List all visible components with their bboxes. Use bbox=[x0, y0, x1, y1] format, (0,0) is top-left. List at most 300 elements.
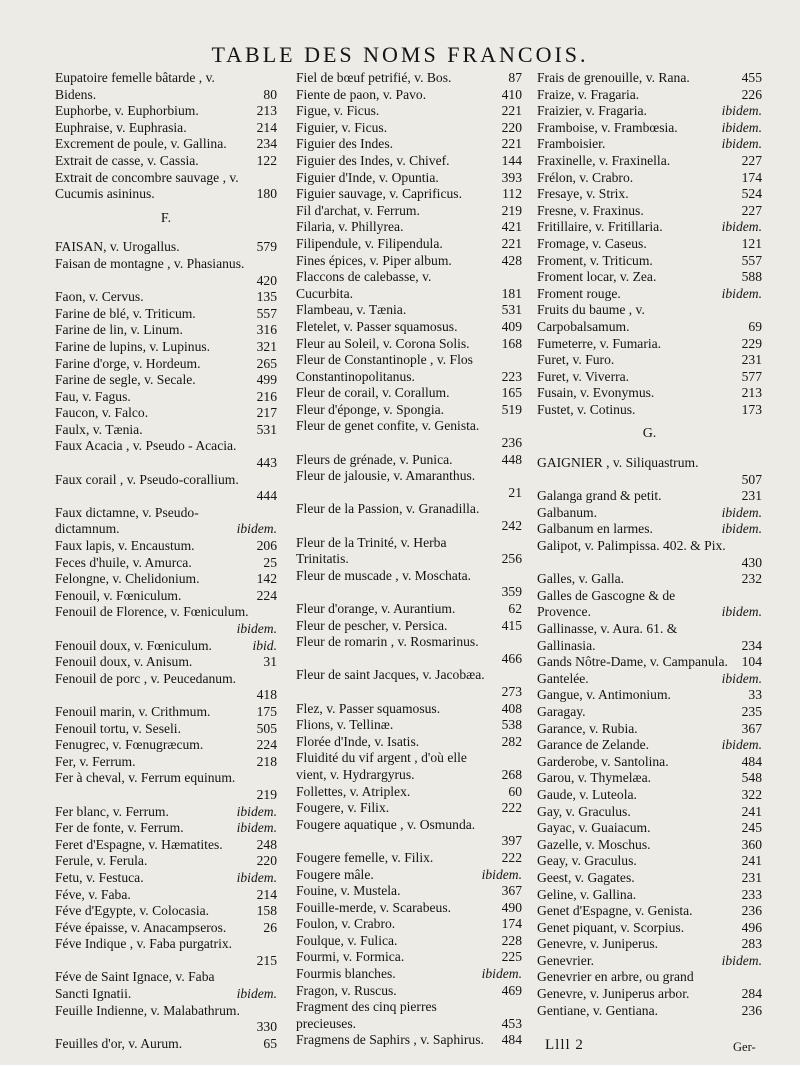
index-entry bbox=[296, 734, 522, 751]
entry-text: Fraize, v. Fragaria. bbox=[537, 86, 640, 102]
index-entry bbox=[55, 405, 277, 422]
entry-page-number: 225 bbox=[501, 949, 522, 965]
entry-text: Fourmis blanches. bbox=[296, 966, 396, 982]
index-entry bbox=[55, 136, 277, 153]
index-entry bbox=[55, 671, 277, 704]
entry-page-number: 455 bbox=[741, 70, 762, 85]
index-entry bbox=[537, 804, 762, 821]
entry-text: Fourmi, v. Formica. bbox=[296, 949, 405, 965]
entry-text: Féve Indique , v. Faba purgatrix. bbox=[55, 936, 233, 952]
entry-page-number: 507 bbox=[741, 471, 762, 487]
index-entry bbox=[296, 186, 522, 203]
entry-text: Fleurs de grénade, v. Punica. bbox=[296, 451, 453, 467]
entry-text: Fleur de Constantinople , v. Flos Constantinopolitanus. bbox=[296, 352, 473, 384]
index-entry bbox=[296, 983, 522, 1000]
index-entry bbox=[296, 302, 522, 319]
index-entry bbox=[296, 867, 522, 884]
entry-text: Geline, v. Gallina. bbox=[537, 886, 637, 902]
index-entry bbox=[296, 850, 522, 867]
entry-text: Farine d'orge, v. Hordeum. bbox=[55, 355, 201, 371]
index-entry bbox=[296, 900, 522, 917]
entry-text: Fleur de muscade , v. Moschata. bbox=[296, 567, 472, 583]
index-entry bbox=[537, 521, 762, 538]
entry-page-number: 577 bbox=[741, 368, 762, 384]
entry-text: Geay, v. Graculus. bbox=[537, 853, 637, 869]
index-entry bbox=[537, 352, 762, 369]
entry-page-number: 265 bbox=[256, 355, 277, 371]
entry-text: Fleur d'orange, v. Aurantium. bbox=[296, 601, 456, 616]
index-entry bbox=[296, 634, 522, 667]
entry-page-number: 321 bbox=[256, 338, 277, 354]
entry-page-number: 409 bbox=[501, 318, 522, 334]
index-entry bbox=[55, 239, 277, 256]
entry-text: Faux Acacia , v. Pseudo - Acacia. bbox=[55, 438, 237, 454]
index-entry bbox=[537, 505, 762, 522]
entry-text: Flaccons de calebasse, v. Cucurbita. bbox=[296, 269, 432, 301]
entry-text: Fougere aquatique , v. Osmunda. bbox=[296, 816, 476, 832]
entry-page-number: 360 bbox=[741, 836, 762, 852]
entry-page-number: 268 bbox=[501, 766, 522, 782]
entry-page-number: 359 bbox=[501, 584, 522, 600]
entry-page-number: 142 bbox=[256, 571, 277, 587]
entry-text: Frais de grenouille, v. Rana. bbox=[537, 70, 690, 85]
entry-text: Gantelée. bbox=[537, 670, 589, 686]
index-entry bbox=[296, 750, 522, 783]
index-entry bbox=[55, 704, 277, 721]
entry-text: Fleur de la Trinité, v. Herba Trinitatis. bbox=[296, 534, 447, 567]
entry-page-number: 227 bbox=[741, 152, 762, 168]
entry-text: Figue, v. Ficus. bbox=[296, 103, 380, 119]
index-entry bbox=[55, 820, 277, 837]
entry-page-number: 538 bbox=[501, 717, 522, 733]
entry-text: Fresne, v. Fraxinus. bbox=[537, 202, 644, 218]
index-entry bbox=[537, 887, 762, 904]
entry-page-number: 222 bbox=[501, 800, 522, 816]
entry-text: Galles, v. Galla. bbox=[537, 571, 625, 587]
index-entry bbox=[296, 535, 522, 568]
entry-text: Framboise, v. Frambœsia. bbox=[537, 119, 678, 135]
index-entry bbox=[55, 289, 277, 306]
entry-page-number: ibidem. bbox=[721, 285, 762, 301]
entry-page-number: 121 bbox=[741, 235, 762, 251]
entry-text: Gangue, v. Antimonium. bbox=[537, 687, 671, 703]
index-entry bbox=[537, 737, 762, 754]
index-entry bbox=[55, 372, 277, 389]
entry-page-number: ibidem. bbox=[236, 521, 277, 537]
entry-page-number: 217 bbox=[256, 405, 277, 421]
index-entry bbox=[537, 203, 762, 220]
entry-text: Fritillaire, v. Fritillaria. bbox=[537, 219, 663, 235]
entry-page-number: ibidem. bbox=[236, 803, 277, 819]
entry-page-number: 322 bbox=[741, 786, 762, 802]
entry-page-number: 531 bbox=[501, 302, 522, 318]
entry-page-number: 236 bbox=[741, 903, 762, 919]
index-entry bbox=[55, 120, 277, 137]
entry-page-number: 453 bbox=[501, 1015, 522, 1031]
entry-text: Fleur de corail, v. Corallum. bbox=[296, 385, 450, 401]
entry-page-number: 330 bbox=[256, 1019, 277, 1035]
entry-text: Fragment des cinq pierres precieuses. bbox=[296, 999, 437, 1031]
entry-text: Faux corail , v. Pseudo-corallium. bbox=[55, 471, 239, 487]
entry-page-number: 499 bbox=[256, 372, 277, 388]
entry-page-number: 112 bbox=[502, 186, 522, 202]
entry-page-number: 221 bbox=[501, 235, 522, 251]
index-entry bbox=[296, 236, 522, 253]
entry-page-number: 235 bbox=[741, 703, 762, 719]
entry-text: Furet, v. Viverra. bbox=[537, 368, 630, 384]
entry-text: Fustet, v. Cotinus. bbox=[537, 401, 636, 417]
entry-page-number: 221 bbox=[501, 136, 522, 152]
entry-page-number: 158 bbox=[256, 903, 277, 919]
entry-page-number: 228 bbox=[501, 932, 522, 948]
entry-text: Flions, v. Tellinæ. bbox=[296, 717, 394, 733]
entry-text: Fumeterre, v. Fumaria. bbox=[537, 335, 662, 351]
entry-text: Feret d'Espagne, v. Hæmatites. bbox=[55, 836, 223, 852]
entry-page-number: ibidem. bbox=[721, 737, 762, 753]
index-entry bbox=[537, 654, 762, 671]
section-letter: G. bbox=[642, 426, 657, 442]
index-entry bbox=[537, 704, 762, 721]
index-entry bbox=[55, 588, 277, 605]
entry-page-number: 219 bbox=[501, 202, 522, 218]
entry-text: Faon, v. Cervus. bbox=[55, 289, 144, 305]
index-entry bbox=[55, 538, 277, 555]
index-entry bbox=[55, 920, 277, 937]
index-entry bbox=[55, 1036, 277, 1053]
index-entry bbox=[537, 837, 762, 854]
entry-page-number: ibidem. bbox=[721, 119, 762, 135]
entry-page-number: 242 bbox=[501, 518, 522, 534]
index-entry bbox=[537, 70, 762, 87]
entry-text: Felongne, v. Chelidonium. bbox=[55, 571, 200, 587]
entry-text: Fraizier, v. Fragaria. bbox=[537, 103, 647, 119]
entry-text: Fragon, v. Ruscus. bbox=[296, 982, 397, 998]
index-entry bbox=[55, 339, 277, 356]
entry-text: Fenouil tortu, v. Seseli. bbox=[55, 720, 181, 736]
entry-text: Gazelle, v. Moschus. bbox=[537, 836, 651, 852]
entry-page-number: 227 bbox=[741, 202, 762, 218]
index-entry bbox=[296, 999, 522, 1032]
entry-text: Fenouil, v. Fœniculum. bbox=[55, 587, 182, 603]
entry-page-number: 122 bbox=[256, 152, 277, 168]
entry-text: Faulx, v. Tænia. bbox=[55, 421, 143, 437]
index-entry bbox=[296, 418, 522, 451]
entry-text: Follettes, v. Atriplex. bbox=[296, 783, 411, 799]
index-entry bbox=[296, 120, 522, 137]
index-entry bbox=[537, 488, 762, 505]
entry-text: Faux dictamne, v. Pseudo-dictamnum. bbox=[55, 504, 199, 537]
index-entry bbox=[296, 153, 522, 170]
entry-text: Fraxinelle, v. Fraxinella. bbox=[537, 152, 671, 168]
index-entry bbox=[537, 219, 762, 236]
entry-text: Farine de blé, v. Triticum. bbox=[55, 305, 196, 321]
index-entry bbox=[55, 770, 277, 803]
index-entry bbox=[537, 153, 762, 170]
entry-text: Flambeau, v. Tænia. bbox=[296, 302, 407, 318]
index-entry bbox=[55, 604, 277, 637]
entry-page-number: ibidem. bbox=[721, 670, 762, 686]
index-entry bbox=[537, 953, 762, 970]
entry-page-number: 165 bbox=[501, 385, 522, 401]
entry-page-number: 219 bbox=[256, 786, 277, 802]
entry-text: Fer de fonte, v. Ferrum. bbox=[55, 820, 184, 836]
entry-text: Féve d'Egypte, v. Colocasia. bbox=[55, 903, 210, 919]
entry-page-number: ibidem. bbox=[721, 952, 762, 968]
entry-text: Fruits du baume , v. Carpobalsamum. bbox=[537, 302, 645, 334]
entry-page-number: 233 bbox=[741, 886, 762, 902]
entry-text: Flez, v. Passer squamosus. bbox=[296, 700, 441, 716]
entry-page-number: 69 bbox=[748, 318, 762, 334]
index-entry bbox=[55, 903, 277, 920]
entry-text: Galbanum. bbox=[537, 504, 598, 520]
index-entry bbox=[537, 538, 762, 571]
entry-text: Fines épices, v. Piper album. bbox=[296, 252, 452, 268]
index-entry bbox=[537, 820, 762, 837]
entry-text: Galles de Gascogne & de Provence. bbox=[537, 587, 676, 620]
entry-text: Furet, v. Furo. bbox=[537, 352, 615, 368]
entry-page-number: 505 bbox=[256, 720, 277, 736]
entry-page-number: 104 bbox=[741, 654, 762, 670]
index-entry bbox=[55, 472, 277, 505]
entry-text: Feuille Indienne, v. Malabathrum. bbox=[55, 1002, 240, 1018]
entry-page-number: 218 bbox=[256, 753, 277, 769]
index-entry bbox=[55, 505, 277, 538]
entry-text: Fleur de pescher, v. Persica. bbox=[296, 617, 448, 633]
index-entry bbox=[55, 654, 277, 671]
index-column-1 bbox=[55, 70, 277, 1052]
entry-text: Gay, v. Graculus. bbox=[537, 803, 631, 819]
index-entry bbox=[537, 754, 762, 771]
entry-page-number: 206 bbox=[256, 538, 277, 554]
index-entry bbox=[296, 601, 522, 618]
entry-page-number: 236 bbox=[501, 435, 522, 451]
entry-text: Fenugrec, v. Fœnugræcum. bbox=[55, 737, 204, 753]
entry-page-number: 241 bbox=[741, 853, 762, 869]
entry-page-number: 234 bbox=[256, 136, 277, 152]
entry-text: Fleur de jalousie, v. Amaranthus. bbox=[296, 468, 476, 484]
index-entry bbox=[296, 966, 522, 983]
index-entry bbox=[55, 153, 277, 170]
entry-text: Filipendule, v. Filipendula. bbox=[296, 235, 443, 251]
entry-text: Foulon, v. Crabro. bbox=[296, 916, 396, 932]
entry-text: Fluidité du vif argent , d'où elle vient, v. Hydrargyrus. bbox=[296, 750, 467, 782]
index-entry bbox=[296, 136, 522, 153]
index-entry bbox=[537, 186, 762, 203]
entry-text: Fougere femelle, v. Filix. bbox=[296, 849, 434, 865]
entry-text: Froment rouge. bbox=[537, 285, 621, 301]
entry-text: Fougere, v. Filix. bbox=[296, 800, 390, 816]
entry-page-number: 25 bbox=[263, 554, 277, 570]
entry-page-number: 226 bbox=[741, 86, 762, 102]
entry-page-number: 234 bbox=[741, 637, 762, 653]
index-entry bbox=[55, 837, 277, 854]
entry-text: Figuier, v. Ficus. bbox=[296, 119, 388, 135]
entry-page-number: 181 bbox=[501, 285, 522, 301]
entry-page-number: ibidem. bbox=[721, 136, 762, 152]
entry-page-number: 283 bbox=[741, 936, 762, 952]
entry-text: Farine de segle, v. Secale. bbox=[55, 372, 196, 388]
index-entry bbox=[296, 1032, 522, 1049]
entry-text: Fenouil de Florence, v. Fœniculum. bbox=[55, 604, 249, 620]
entry-page-number: 231 bbox=[741, 869, 762, 885]
entry-page-number: 415 bbox=[501, 617, 522, 633]
index-entry bbox=[55, 969, 277, 1002]
entry-page-number: 26 bbox=[263, 919, 277, 935]
entry-page-number: 175 bbox=[256, 703, 277, 719]
entry-page-number: 557 bbox=[256, 305, 277, 321]
index-entry bbox=[296, 452, 522, 469]
index-entry bbox=[296, 800, 522, 817]
entry-text: Gaude, v. Luteola. bbox=[537, 786, 637, 802]
entry-text: Fusain, v. Evonymus. bbox=[537, 385, 655, 401]
catchword: Ger- bbox=[733, 1040, 756, 1054]
index-entry bbox=[55, 936, 277, 969]
index-entry bbox=[537, 402, 762, 419]
index-entry bbox=[537, 936, 762, 953]
index-entry bbox=[55, 70, 277, 103]
entry-text: Fiel de bœuf petrifié, v. Bos. bbox=[296, 70, 452, 85]
index-entry bbox=[296, 501, 522, 534]
index-entry bbox=[537, 571, 762, 588]
entry-page-number: 215 bbox=[256, 952, 277, 968]
entry-page-number: 248 bbox=[256, 836, 277, 852]
index-entry bbox=[537, 385, 762, 402]
entry-text: Garderobe, v. Santolina. bbox=[537, 753, 669, 769]
entry-text: Fleur de romarin , v. Rosmarinus. bbox=[296, 634, 479, 650]
index-entry bbox=[537, 369, 762, 386]
entry-page-number: 173 bbox=[741, 401, 762, 417]
index-entry bbox=[537, 236, 762, 253]
index-entry bbox=[55, 256, 277, 289]
index-entry bbox=[296, 103, 522, 120]
index-entry bbox=[296, 253, 522, 270]
entry-page-number: 421 bbox=[501, 219, 522, 235]
entry-text: Fiente de paon, v. Pavo. bbox=[296, 86, 427, 102]
entry-text: Figuier d'Inde, v. Opuntia. bbox=[296, 169, 439, 185]
entry-text: Gentiane, v. Gentiana. bbox=[537, 1002, 659, 1018]
entry-page-number: 245 bbox=[741, 820, 762, 836]
entry-page-number: 213 bbox=[256, 103, 277, 119]
entry-text: Fouille-merde, v. Scarabeus. bbox=[296, 899, 452, 915]
entry-text: Garance de Zelande. bbox=[537, 737, 650, 753]
entry-text: Gallinasse, v. Aura. 61. & Gallinasia. bbox=[537, 621, 678, 653]
entry-text: Geest, v. Gagates. bbox=[537, 869, 635, 885]
entry-text: Ferule, v. Ferula. bbox=[55, 853, 148, 869]
index-entry bbox=[296, 883, 522, 900]
entry-page-number: 490 bbox=[501, 899, 522, 915]
index-entry bbox=[537, 455, 762, 488]
entry-page-number: ibidem. bbox=[236, 869, 277, 885]
index-entry bbox=[537, 269, 762, 286]
index-entry bbox=[537, 286, 762, 303]
entry-text: Galanga grand & petit. bbox=[537, 488, 662, 504]
index-entry bbox=[296, 319, 522, 336]
entry-page-number: 548 bbox=[741, 770, 762, 786]
entry-text: Fresaye, v. Strix. bbox=[537, 186, 629, 202]
entry-text: Faucon, v. Falco. bbox=[55, 405, 149, 421]
entry-page-number: 232 bbox=[741, 571, 762, 587]
index-entry bbox=[537, 588, 762, 621]
entry-page-number: 428 bbox=[501, 252, 522, 268]
index-entry bbox=[296, 717, 522, 734]
entry-page-number: ibidem. bbox=[236, 986, 277, 1002]
entry-text: Garou, v. Thymelæa. bbox=[537, 770, 652, 786]
index-entry bbox=[55, 356, 277, 373]
entry-page-number: 168 bbox=[501, 335, 522, 351]
entry-page-number: 214 bbox=[256, 119, 277, 135]
entry-text: Fer blanc, v. Ferrum. bbox=[55, 803, 169, 819]
index-column-2 bbox=[296, 70, 522, 1049]
entry-page-number: 224 bbox=[256, 587, 277, 603]
index-entry bbox=[55, 721, 277, 738]
entry-text: Fragmens de Saphirs , v. Saphirus. bbox=[296, 1032, 484, 1048]
index-entry bbox=[296, 701, 522, 718]
index-entry bbox=[537, 920, 762, 937]
index-entry bbox=[537, 721, 762, 738]
index-entry bbox=[296, 568, 522, 601]
index-entry bbox=[296, 87, 522, 104]
index-entry bbox=[537, 870, 762, 887]
index-entry bbox=[55, 422, 277, 439]
entry-text: GAIGNIER , v. Siliquastrum. bbox=[537, 455, 699, 471]
entry-text: Fleur de la Passion, v. Granadilla. bbox=[296, 501, 480, 517]
entry-page-number: 444 bbox=[256, 488, 277, 504]
index-entry bbox=[55, 804, 277, 821]
entry-text: Fil d'archat, v. Ferrum. bbox=[296, 202, 420, 218]
entry-text: Feces d'huile, v. Amurca. bbox=[55, 554, 192, 570]
entry-page-number: 466 bbox=[501, 650, 522, 666]
index-entry bbox=[55, 306, 277, 323]
entry-text: Fleur au Soleil, v. Corona Solis. bbox=[296, 335, 470, 351]
index-entry bbox=[55, 870, 277, 887]
entry-page-number: 87 bbox=[508, 70, 522, 85]
entry-text: Fletelet, v. Passer squamosus. bbox=[296, 318, 458, 334]
entry-text: Florée d'Inde, v. Isatis. bbox=[296, 733, 420, 749]
entry-page-number: 231 bbox=[741, 488, 762, 504]
entry-text: Genet piquant, v. Scorpius. bbox=[537, 919, 685, 935]
entry-text: Froment, v. Triticum. bbox=[537, 252, 653, 268]
entry-text: Féve, v. Faba. bbox=[55, 886, 131, 902]
entry-page-number: 144 bbox=[501, 152, 522, 168]
entry-page-number: 393 bbox=[501, 169, 522, 185]
entry-page-number: ibidem. bbox=[721, 103, 762, 119]
entry-page-number: 531 bbox=[256, 421, 277, 437]
entry-text: Genevrier. bbox=[537, 952, 594, 968]
entry-page-number: ibidem. bbox=[721, 504, 762, 520]
entry-page-number: 214 bbox=[256, 886, 277, 902]
entry-text: Extrait de casse, v. Cassia. bbox=[55, 152, 199, 168]
entry-page-number: 469 bbox=[501, 982, 522, 998]
entry-text: Faux lapis, v. Encaustum. bbox=[55, 538, 195, 554]
index-entry bbox=[296, 402, 522, 419]
entry-page-number: 180 bbox=[256, 186, 277, 202]
index-column-3 bbox=[537, 70, 762, 1019]
entry-page-number: 282 bbox=[501, 733, 522, 749]
index-entry bbox=[55, 555, 277, 572]
index-entry bbox=[537, 253, 762, 270]
entry-page-number: 519 bbox=[501, 401, 522, 417]
entry-text: Garagay. bbox=[537, 703, 586, 719]
index-entry bbox=[537, 1003, 762, 1020]
entry-page-number: 256 bbox=[501, 551, 522, 567]
index-entry bbox=[537, 136, 762, 153]
index-entry bbox=[55, 571, 277, 588]
entry-text: Fenouil de porc , v. Peucedanum. bbox=[55, 670, 237, 686]
entry-text: Galipot, v. Palimpissa. 402. & Pix. bbox=[537, 538, 726, 554]
index-entry bbox=[537, 103, 762, 120]
index-entry bbox=[55, 754, 277, 771]
entry-page-number: 557 bbox=[741, 252, 762, 268]
